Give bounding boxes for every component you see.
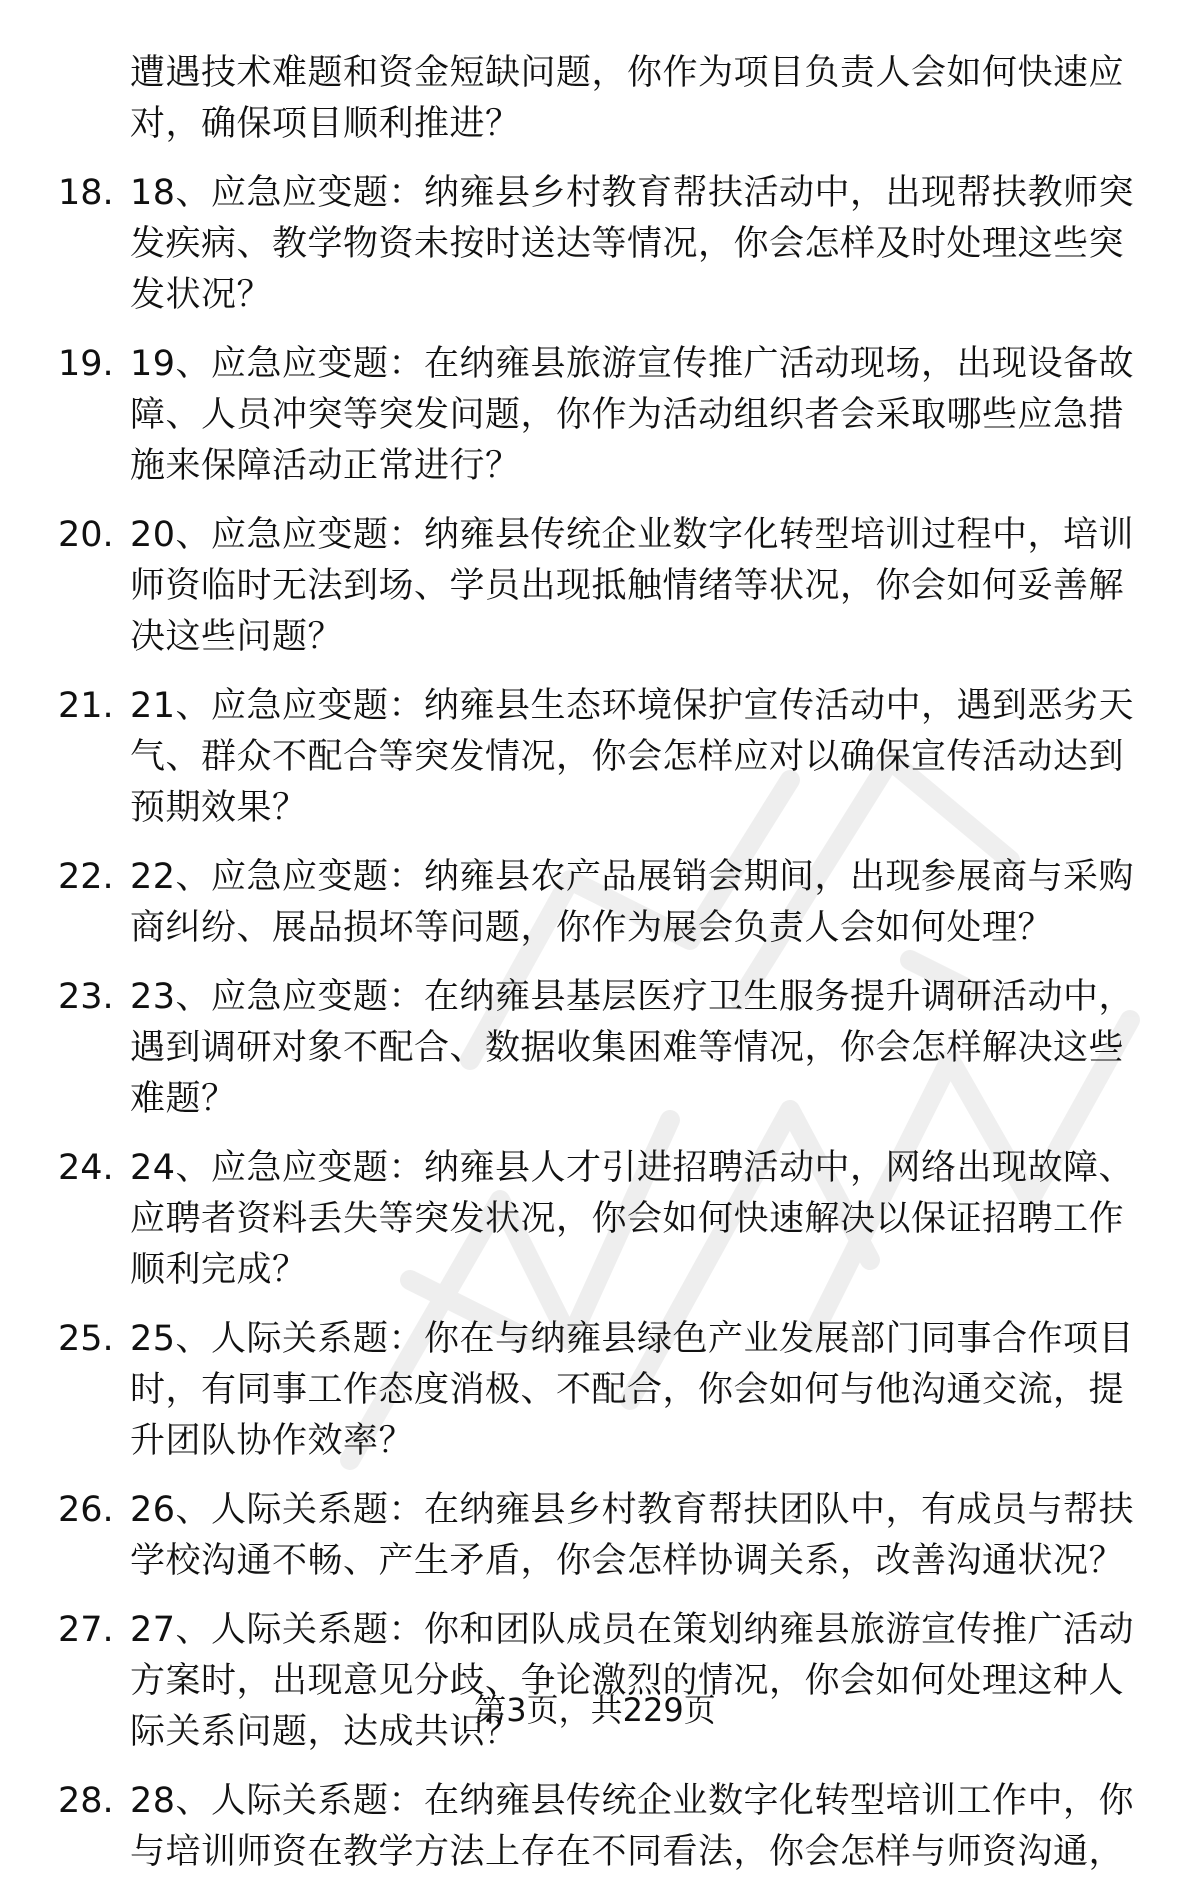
list-item <box>58 168 1158 321</box>
item-number: 18. <box>58 173 114 213</box>
list-item <box>58 852 1158 954</box>
item-text: 19、应急应变题：在纳雍县旅游宣传推广活动现场，出现设备故障、人员冲突等突发问题，你作为活动组织者会采取哪些应急措施来保障活动正常进行？ <box>130 344 1135 486</box>
item-text: 遭遇技术难题和资金短缺问题，你作为项目负责人会如何快速应对，确保项目顺利推进？ <box>130 53 1125 144</box>
list-item <box>58 1776 1158 1878</box>
list-item <box>58 510 1158 663</box>
list-item <box>58 681 1158 834</box>
item-number: 26. <box>58 1490 114 1530</box>
page-footer: 第3页，共229页 <box>474 1691 716 1729</box>
item-number: 22. <box>58 857 114 897</box>
item-number: 25. <box>58 1319 114 1359</box>
item-text: 18、应急应变题：纳雍县乡村教育帮扶活动中，出现帮扶教师突发疾病、教学物资未按时送达等情况，你会怎样及时处理这些突发状况？ <box>130 173 1135 315</box>
item-number: 19. <box>58 344 114 384</box>
item-text: 22、应急应变题：纳雍县农产品展销会期间，出现参展商与采购商纠纷、展品损坏等问题，你作为展会负责人会如何处理？ <box>130 857 1135 948</box>
list-item <box>58 339 1158 492</box>
item-number: 20. <box>58 515 114 555</box>
list-item <box>58 48 1158 150</box>
item-number: 21. <box>58 686 114 726</box>
item-number: 27. <box>58 1610 114 1650</box>
item-number: 24. <box>58 1148 114 1188</box>
list-item <box>58 1485 1158 1587</box>
item-text: 26、人际关系题：在纳雍县乡村教育帮扶团队中，有成员与帮扶学校沟通不畅、产生矛盾，你会怎样协调关系，改善沟通状况？ <box>130 1490 1135 1581</box>
list-item <box>58 1314 1158 1467</box>
item-text: 24、应急应变题：纳雍县人才引进招聘活动中，网络出现故障、应聘者资料丢失等突发状况，你会如何快速解决以保证招聘工作顺利完成？ <box>130 1148 1135 1290</box>
list-item <box>58 1605 1158 1758</box>
list-item <box>58 1143 1158 1296</box>
item-text: 25、人际关系题：你在与纳雍县绿色产业发展部门同事合作项目时，有同事工作态度消极、不配合，你会如何与他沟通交流，提升团队协作效率？ <box>130 1319 1135 1461</box>
item-number: 23. <box>58 977 114 1017</box>
question-list <box>58 48 1158 1878</box>
item-text: 23、应急应变题：在纳雍县基层医疗卫生服务提升调研活动中，遇到调研对象不配合、数据收集困难等情况，你会怎样解决这些难题？ <box>130 977 1135 1119</box>
item-number: 28. <box>58 1781 114 1821</box>
item-text: 20、应急应变题：纳雍县传统企业数字化转型培训过程中，培训师资临时无法到场、学员出现抵触情绪等状况，你会如何妥善解决这些问题？ <box>130 515 1135 657</box>
list-item <box>58 972 1158 1125</box>
item-text: 28、人际关系题：在纳雍县传统企业数字化转型培训工作中，你与培训师资在教学方法上存在不同看法，你会怎样与师资沟通， <box>130 1781 1135 1872</box>
item-text: 21、应急应变题：纳雍县生态环境保护宣传活动中，遇到恶劣天气、群众不配合等突发情况，你会怎样应对以确保宣传活动达到预期效果？ <box>130 686 1135 828</box>
item-text: 27、人际关系题：你和团队成员在策划纳雍县旅游宣传推广活动方案时，出现意见分歧、争论激烈的情况，你会如何处理这种人际关系问题，达成共识？ <box>130 1610 1135 1752</box>
